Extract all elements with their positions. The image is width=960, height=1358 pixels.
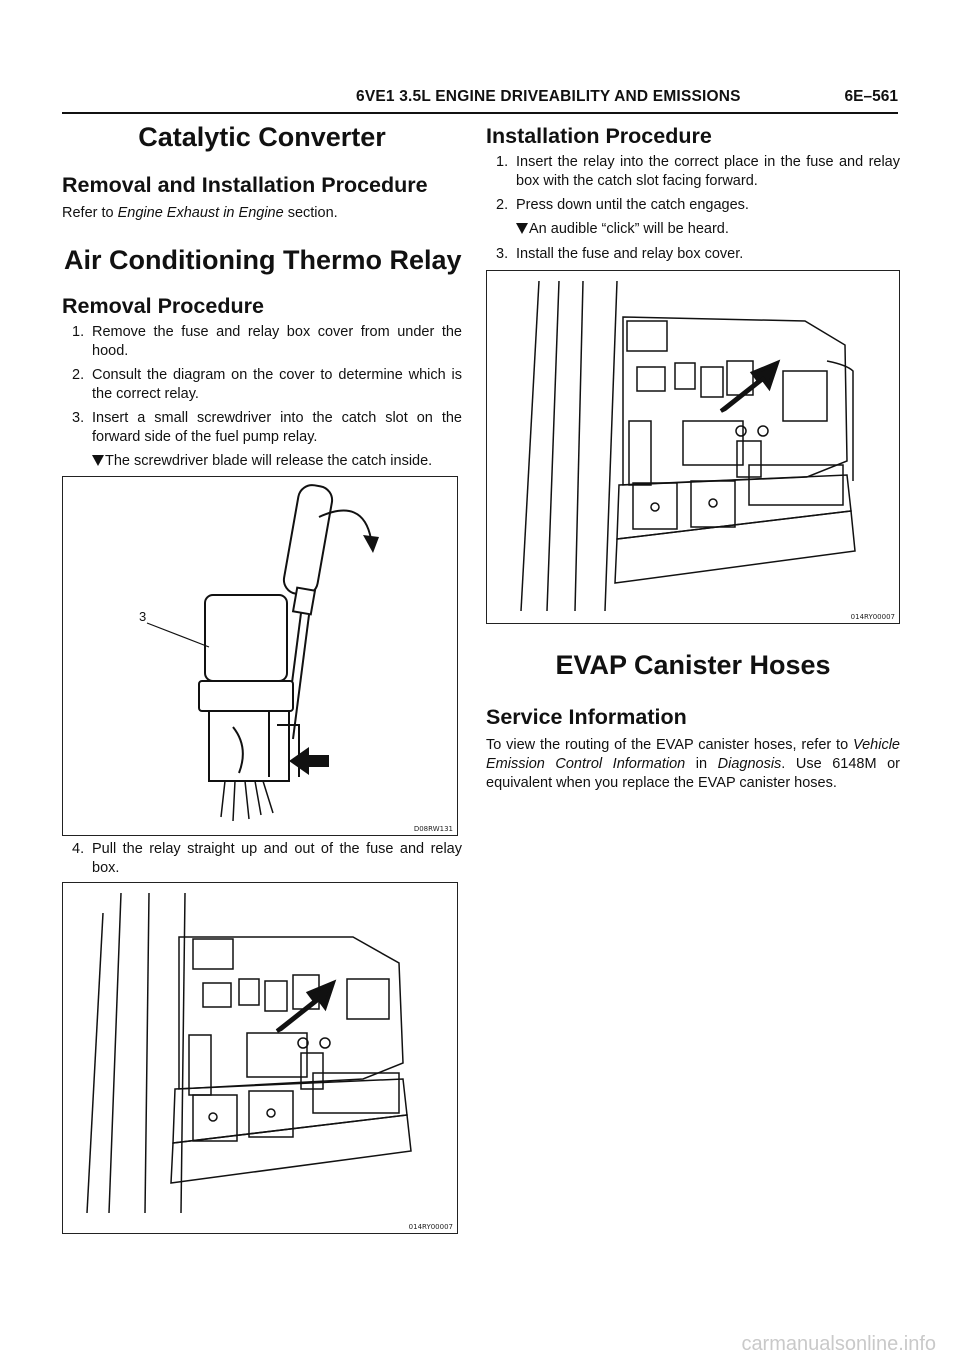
emission-control-reference: Vehicle Emission Control Information xyxy=(486,737,900,772)
page-header xyxy=(62,84,898,114)
installation-procedure-title: Installation Procedure xyxy=(486,124,712,148)
evap-title: EVAP Canister Hoses xyxy=(555,650,831,680)
step-4-block xyxy=(62,840,462,883)
screwdriver-note: The screwdriver blade will release the catch inside. xyxy=(62,452,462,471)
header-title: 6VE1 3.5L ENGINE DRIVEABILITY AND EMISSIONS xyxy=(356,88,741,105)
click-note: An audible “click” will be heard. xyxy=(486,220,900,239)
catalytic-text: Refer to Engine Exhaust in Engine section. xyxy=(62,205,338,221)
note-triangle-icon xyxy=(92,455,104,466)
note-triangle-icon xyxy=(516,223,528,234)
figure-caption: 014RY00007 xyxy=(850,613,895,621)
catalytic-converter-title: Catalytic Converter xyxy=(138,122,386,152)
list-item: 2. Press down until the catch engages. xyxy=(496,197,749,213)
list-item: 2. Consult the diagram on the cover to determine which is the correct relay. xyxy=(72,367,462,402)
diagnosis-reference: Diagnosis xyxy=(717,756,782,772)
catalytic-subtitle: Removal and Installation Procedure xyxy=(62,173,428,197)
figure-fuse-box-install xyxy=(486,270,900,624)
left-column xyxy=(62,116,462,477)
installation-steps-continued xyxy=(486,245,900,264)
figure-fuse-box-removal xyxy=(62,882,458,1234)
list-item: 3. Insert a small screwdriver into the catch slot on the forward side of the fuel pump relay. xyxy=(72,410,462,445)
ac-relay-title: Air Conditioning Thermo Relay xyxy=(64,245,462,275)
evap-text: To view the routing of the EVAP canister hoses, refer to Vehicle Emission Control Information in Diagnosis. Use 6148M or equivalent when you replace the EVAP canister hoses. xyxy=(486,737,900,791)
evap-section xyxy=(486,650,900,793)
list-item: 4. Pull the relay straight up and out of the fuse and relay box. xyxy=(72,841,462,876)
installation-steps xyxy=(486,153,900,215)
list-item: 1. Remove the fuse and relay box cover from under the hood. xyxy=(72,324,462,359)
service-information-title: Service Information xyxy=(486,705,687,729)
list-item: 1. Insert the relay into the correct place in the fuse and relay box with the catch slot facing forward. xyxy=(496,154,900,189)
right-column xyxy=(486,116,900,269)
removal-procedure-title: Removal Procedure xyxy=(62,294,264,318)
engine-exhaust-reference: Engine Exhaust in Engine xyxy=(117,205,284,221)
fuse-box-illustration xyxy=(63,883,457,1233)
callout-number: 3 xyxy=(139,609,147,624)
list-item: 3. Install the fuse and relay box cover. xyxy=(496,246,744,262)
removal-steps xyxy=(62,323,462,447)
relay-screwdriver-illustration xyxy=(63,477,457,835)
figure-caption: D08RW131 xyxy=(413,825,453,833)
fuse-box-install-illustration xyxy=(487,271,899,623)
figure-caption: 014RY00007 xyxy=(408,1223,453,1231)
watermark: carmanualsonline.info xyxy=(741,1333,936,1355)
removal-steps-continued xyxy=(62,840,462,878)
figure-relay-screwdriver xyxy=(62,476,458,836)
page-number: 6E–561 xyxy=(844,88,898,105)
